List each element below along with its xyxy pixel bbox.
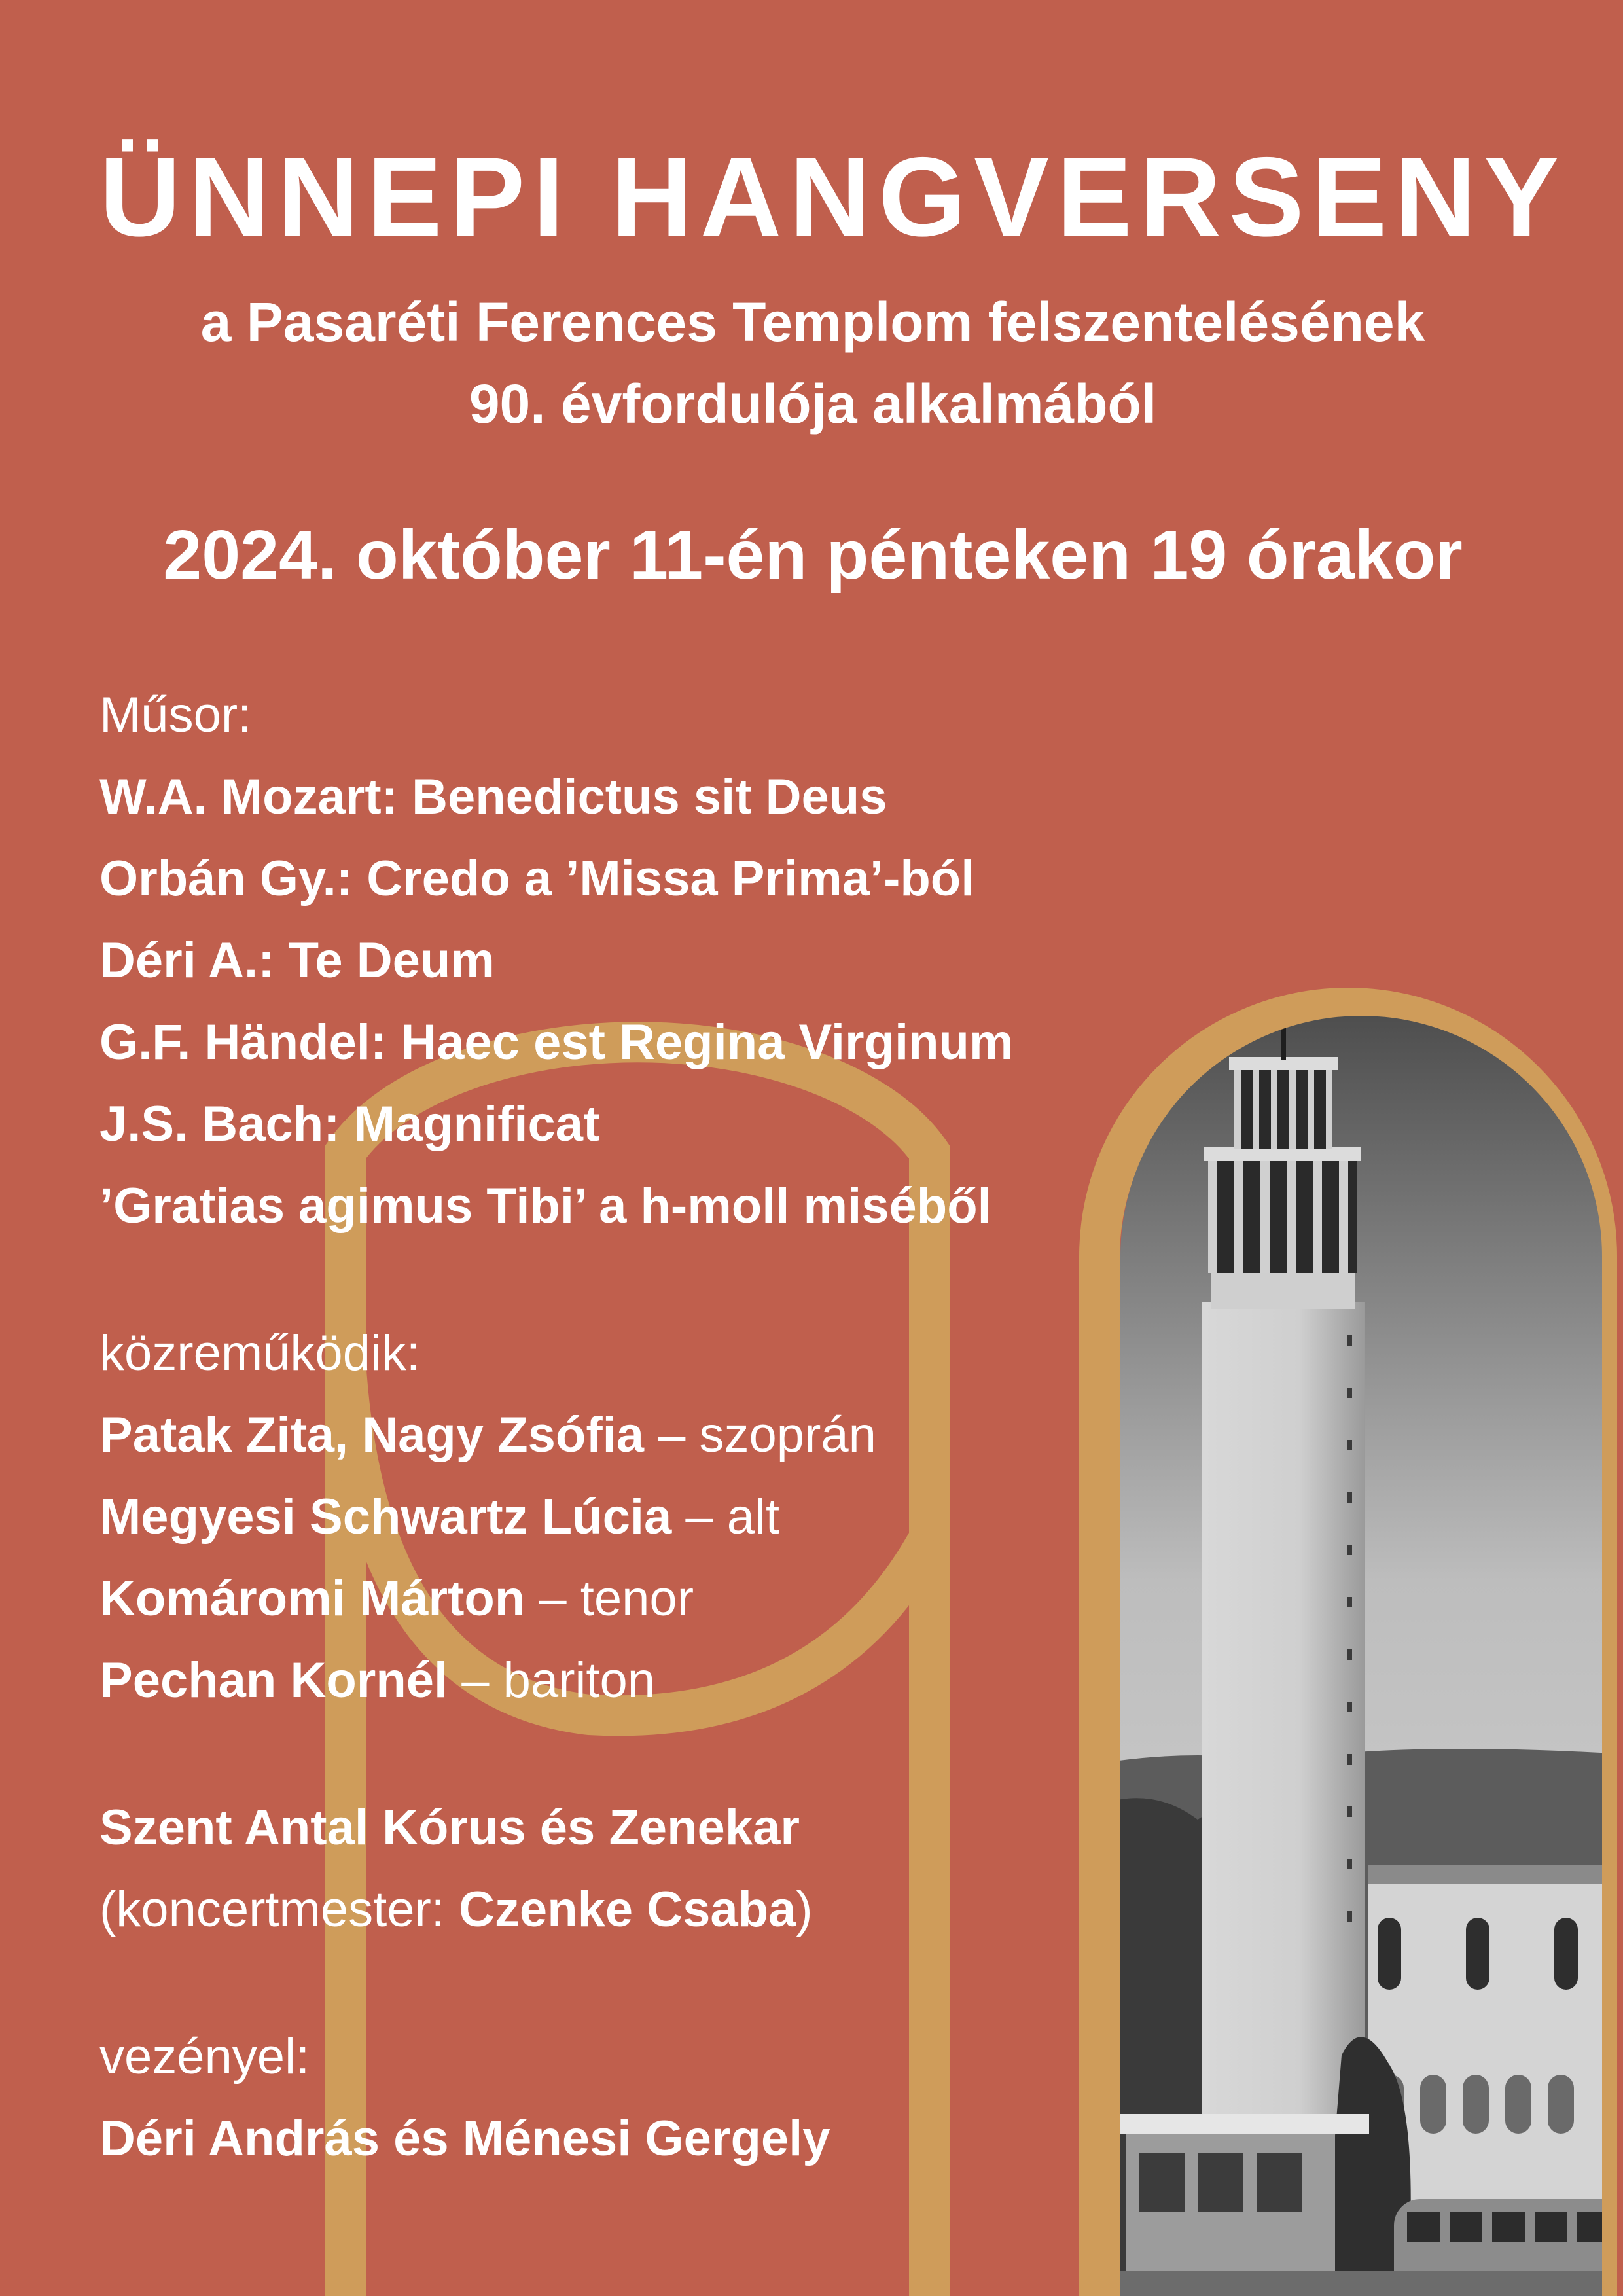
- program-item: J.S. Bach: Magnificat: [99, 1096, 600, 1152]
- program-item: ’Gratias agimus Tibi’ a h-moll miséből: [99, 1178, 991, 1234]
- conductor-names: Déri András és Ménesi Gergely: [99, 2111, 830, 2166]
- performer-line: [99, 1558, 1014, 1640]
- program-item: G.F. Händel: Haec est Regina Virginum: [99, 1014, 1014, 1070]
- performer-line: [99, 1394, 1014, 1476]
- performer-role: – tenor: [525, 1571, 694, 1626]
- performer-names: Pechan Kornél: [99, 1653, 448, 1708]
- poster-title: ÜNNEPI HANGVERSENY: [99, 134, 1567, 260]
- conductor-heading: vezényel:: [99, 2029, 310, 2085]
- church-photo: [1080, 995, 1623, 2296]
- concertmaster-label: (koncertmester:: [99, 1882, 459, 1937]
- poster-subtitle: [99, 281, 1526, 445]
- program-section: [99, 674, 1014, 2179]
- event-date: 2024. október 11-én pénteken 19 órakor: [163, 516, 1463, 594]
- performer-line: [99, 1640, 1014, 1721]
- concertmaster-name: Czenke Csaba: [459, 1882, 796, 1937]
- ensemble-name: Szent Antal Kórus és Zenekar: [99, 1800, 800, 1856]
- concertmaster-line: [99, 1869, 1014, 1950]
- performer-role: – alt: [671, 1489, 780, 1545]
- performer-names: Megyesi Schwartz Lúcia: [99, 1489, 672, 1545]
- program-item: Orbán Gy.: Credo a ’Missa Prima’-ból: [99, 851, 975, 906]
- program-item: W.A. Mozart: Benedictus sit Deus: [99, 769, 887, 825]
- program-heading: Műsor:: [99, 687, 252, 743]
- performer-names: Komáromi Márton: [99, 1571, 526, 1626]
- performer-role: – szoprán: [644, 1407, 876, 1463]
- performer-names: Patak Zita, Nagy Zsófia: [99, 1407, 645, 1463]
- performers-heading: közreműködik:: [99, 1325, 420, 1381]
- performer-role: – bariton: [448, 1653, 656, 1708]
- subtitle-line-1: a Pasaréti Ferences Templom felszentelésének: [200, 291, 1425, 353]
- program-item: Déri A.: Te Deum: [99, 933, 495, 988]
- concertmaster-close: ): [796, 1882, 813, 1937]
- subtitle-line-2: 90. évfordulója alkalmából: [469, 373, 1157, 435]
- performer-line: [99, 1476, 1014, 1558]
